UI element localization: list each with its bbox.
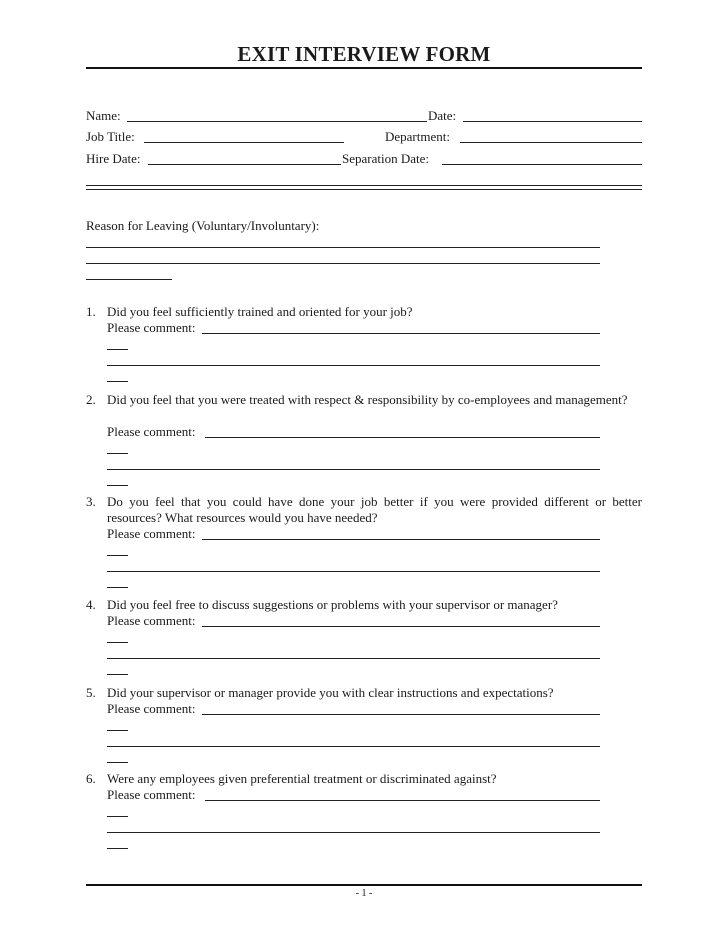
question-number: 6. [86, 771, 96, 786]
comment-label: Please comment: [107, 526, 196, 541]
separator-rule-bottom [86, 189, 642, 190]
comment-label: Please comment: [107, 424, 196, 439]
comment-line[interactable] [107, 832, 600, 833]
comment-line[interactable] [107, 848, 128, 849]
comment-line[interactable] [107, 485, 128, 486]
comment-label: Please comment: [107, 613, 196, 628]
question-number: 3. [86, 494, 96, 509]
comment-line[interactable] [107, 746, 600, 747]
comment-line[interactable] [107, 349, 128, 350]
comment-label: Please comment: [107, 787, 196, 802]
page-number: - 1 - [355, 888, 373, 899]
separation-date-label: Separation Date: [342, 151, 429, 166]
comment-line[interactable] [205, 800, 600, 801]
name-field-line[interactable] [127, 121, 427, 122]
question-2 [86, 392, 642, 424]
comment-line[interactable] [107, 555, 128, 556]
reason-line-3[interactable] [86, 279, 172, 280]
comment-line[interactable] [202, 539, 600, 540]
comment-line[interactable] [107, 365, 600, 366]
comment-line[interactable] [107, 674, 128, 675]
hire-date-label: Hire Date: [86, 151, 141, 166]
question-text: Were any employees given preferential treatment or discriminated against? [107, 771, 497, 786]
comment-label: Please comment: [107, 320, 196, 335]
separation-date-field-line[interactable] [442, 164, 642, 165]
separator-rule-top [86, 185, 642, 186]
date-field-line[interactable] [463, 121, 642, 122]
question-text: Did you feel free to discuss suggestions or problems with your supervisor or manager? [107, 597, 558, 612]
question-number: 5. [86, 685, 96, 700]
name-label: Name: [86, 108, 121, 123]
job-title-field-line[interactable] [144, 142, 344, 143]
comment-label: Please comment: [107, 701, 196, 716]
comment-line[interactable] [107, 587, 128, 588]
comment-line[interactable] [205, 437, 600, 438]
question-text: Did you feel that you were treated with respect & responsibility by co-employees and management? [107, 392, 628, 407]
title-rule [86, 67, 642, 69]
comment-line[interactable] [202, 626, 600, 627]
form-title: EXIT INTERVIEW FORM [237, 42, 491, 66]
reason-label: Reason for Leaving (Voluntary/Involuntary): [86, 218, 320, 233]
comment-line[interactable] [107, 642, 128, 643]
comment-line[interactable] [107, 658, 600, 659]
hire-date-field-line[interactable] [148, 164, 341, 165]
question-number: 4. [86, 597, 96, 612]
comment-line[interactable] [107, 816, 128, 817]
comment-line[interactable] [107, 381, 128, 382]
date-label: Date: [428, 108, 457, 123]
question-3 [86, 494, 642, 526]
reason-line-2[interactable] [86, 263, 600, 264]
comment-line[interactable] [202, 714, 600, 715]
question-5 [86, 685, 642, 701]
question-number: 1. [86, 304, 96, 319]
question-number: 2. [86, 392, 96, 407]
question-6 [86, 771, 642, 787]
comment-line[interactable] [107, 469, 600, 470]
job-title-label: Job Title: [86, 129, 135, 144]
question-text: Did your supervisor or manager provide you with clear instructions and expectations? [107, 685, 554, 700]
comment-line[interactable] [107, 571, 600, 572]
question-4 [86, 597, 642, 613]
comment-line[interactable] [107, 762, 128, 763]
comment-line[interactable] [107, 453, 128, 454]
comment-line[interactable] [202, 333, 600, 334]
reason-line-1[interactable] [86, 247, 600, 248]
question-text: Do you feel that you could have done your job better if you were provided different or better resources? What resources would you have needed? [107, 494, 642, 525]
question-1 [86, 304, 642, 320]
department-field-line[interactable] [460, 142, 642, 143]
comment-line[interactable] [107, 730, 128, 731]
department-label: Department: [385, 129, 450, 144]
question-text: Did you feel sufficiently trained and oriented for your job? [107, 304, 413, 319]
footer-rule [86, 884, 642, 886]
